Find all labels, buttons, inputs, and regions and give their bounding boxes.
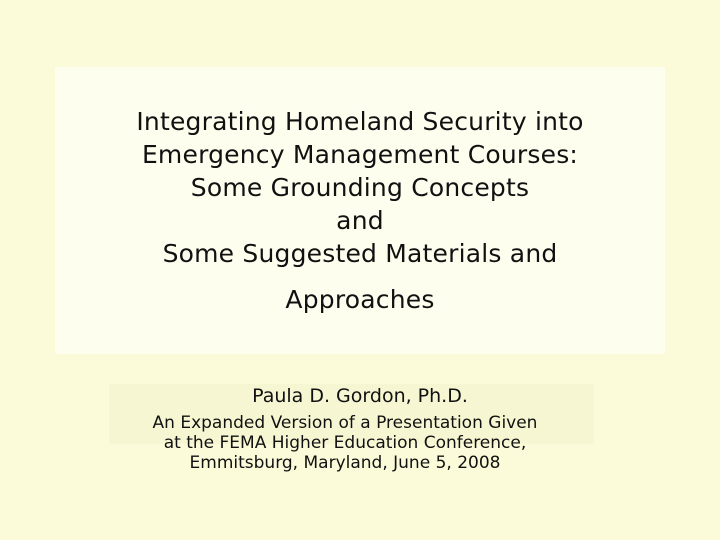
author-name: Paula D. Gordon, Ph.D.	[252, 385, 468, 407]
title-line-3: Some Grounding Concepts	[190, 173, 530, 202]
subtitle-line-1: An Expanded Version of a Presentation Given	[152, 413, 538, 433]
title-line-4: and	[336, 206, 384, 235]
subtitle-line-3: Emmitsburg, Maryland, June 5, 2008	[189, 453, 501, 473]
subtitle-line-2: at the FEMA Higher Education Conference,	[163, 433, 527, 453]
title-line-5: Some Suggested Materials and	[162, 239, 558, 268]
title-line-2: Emergency Management Courses:	[141, 140, 579, 169]
title-line-1: Integrating Homeland Security into	[136, 107, 584, 136]
title-line-6: Approaches	[285, 285, 435, 314]
